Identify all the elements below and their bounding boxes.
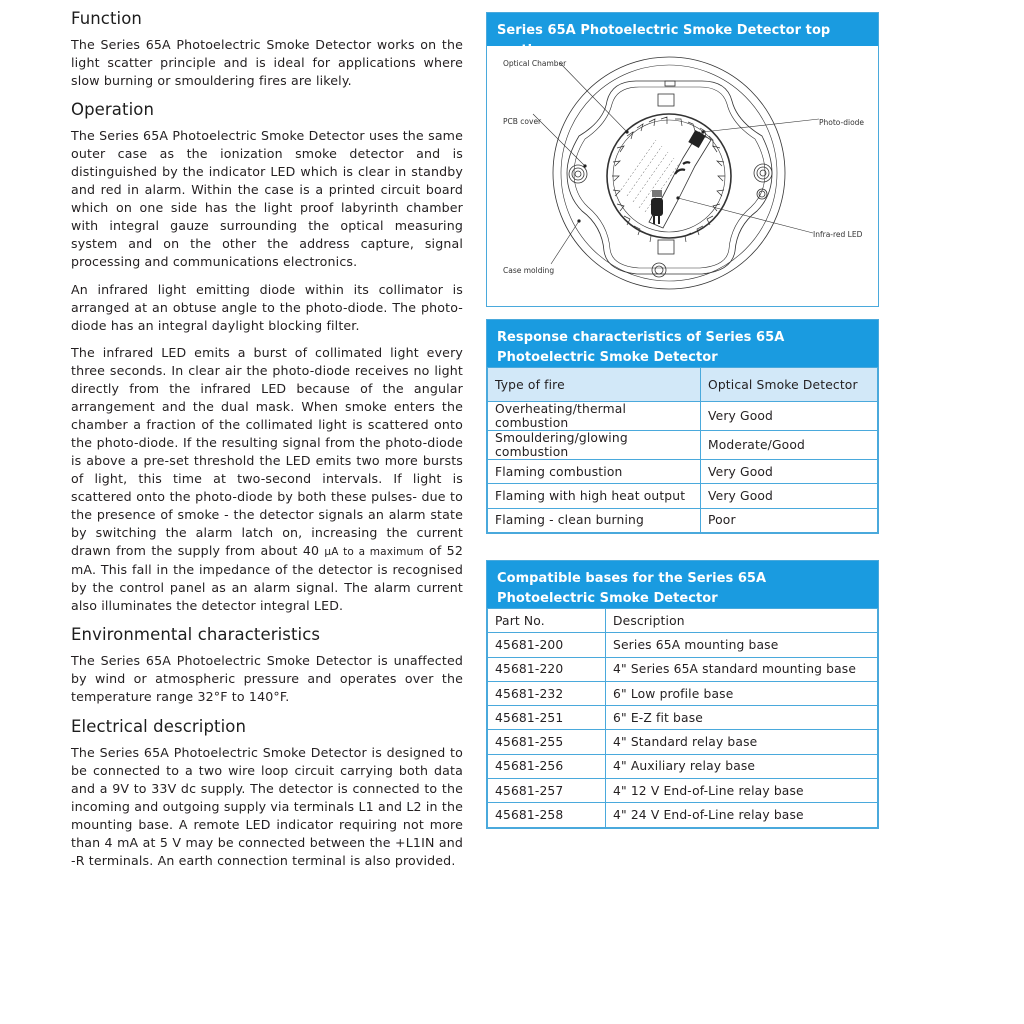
label-case-molding: Case molding xyxy=(503,266,555,275)
bases-table xyxy=(487,608,878,828)
description-cell: 4" Standard relay base xyxy=(606,730,878,754)
rating-cell: Very Good xyxy=(701,484,878,508)
diagram-panel xyxy=(486,12,879,307)
description-cell: 4" Series 65A standard mounting base xyxy=(606,657,878,681)
part-number-cell: 45681-256 xyxy=(488,754,606,778)
table-row xyxy=(488,484,878,508)
part-number-cell: 45681-200 xyxy=(488,633,606,657)
fire-type-cell: Smouldering/glowing combustion xyxy=(488,431,701,460)
header-description: Description xyxy=(606,609,878,633)
description-cell: 6" Low profile base xyxy=(606,681,878,705)
description-cell: 4" Auxiliary relay base xyxy=(606,754,878,778)
part-number-cell: 45681-258 xyxy=(488,803,606,827)
fire-type-cell: Flaming - clean burning xyxy=(488,508,701,532)
table-row xyxy=(488,508,878,532)
response-table-title: Response characteristics of Series 65A Photoelectric Smoke Detector xyxy=(487,320,878,367)
left-column xyxy=(71,8,463,879)
part-number-cell: 45681-251 xyxy=(488,706,606,730)
electrical-paragraph: The Series 65A Photoelectric Smoke Detector is designed to be connected to a two wire loop circuit carrying both data and a 9V to 33V dc supply. The detector is connected to the incoming and outgoing supply via terminals L1 and L2 in the mounting base. A remote LED indicator requiring not more than 4 mA at 5 V may be connected between the +L1IN and -R terminals. An earth connection terminal is also provided. xyxy=(71,744,463,868)
table-header-row xyxy=(488,368,878,402)
table-row xyxy=(488,730,878,754)
description-cell: 4" 24 V End-of-Line relay base xyxy=(606,803,878,827)
table-row xyxy=(488,706,878,730)
rating-cell: Very Good xyxy=(701,402,878,431)
part-number-cell: 45681-255 xyxy=(488,730,606,754)
rating-cell: Moderate/Good xyxy=(701,431,878,460)
table-row xyxy=(488,754,878,778)
label-photo-diode: Photo-diode xyxy=(819,118,865,127)
label-optical-chamber: Optical Chamber xyxy=(503,59,567,68)
operation-paragraph-3-unit: µA to a maximum xyxy=(324,546,424,559)
table-row xyxy=(488,681,878,705)
table-row xyxy=(488,657,878,681)
environmental-paragraph: The Series 65A Photoelectric Smoke Detector is unaffected by wind or atmospheric pressure and operates over the temperature range 32°F to 140°F. xyxy=(71,653,463,705)
label-infra-red-led: Infra-red LED xyxy=(813,230,863,239)
table-row xyxy=(488,779,878,803)
table-row xyxy=(488,402,878,431)
header-part-no: Part No. xyxy=(488,609,606,633)
heading-function: Function xyxy=(71,9,142,28)
response-characteristics-panel xyxy=(486,319,879,534)
table-row xyxy=(488,633,878,657)
description-cell: 4" 12 V End-of-Line relay base xyxy=(606,779,878,803)
heading-operation: Operation xyxy=(71,100,155,120)
table-header-row xyxy=(488,609,878,633)
bases-table-title: Compatible bases for the Series 65A Photoelectric Smoke Detector xyxy=(487,561,878,608)
operation-paragraph-2: An infrared light emitting diode within its collimator is arranged at an obtuse angle to the photo-diode. The photo-diode has an integral daylight blocking filter. xyxy=(71,281,463,333)
operation-paragraph-3 xyxy=(71,344,463,616)
fire-type-cell: Flaming with high heat output xyxy=(488,484,701,508)
operation-paragraph-3-a: The infrared LED emits a burst of collimated light every three seconds. In clear air the photo-diode receives no light directly from the infrared LED because of the angular arrangement and the dual mask. When smoke enters the chamber a fraction of the collimated light is scattered onto the photo-diode. If the resulting signal from the photo-diode is above a pre-set threshold the LED emits two more bursts of light, this time at two-second intervals. If light is scattered onto the photo-diode by both these pulses- due to the presence of smoke - the detector signals an alarm state by switching the alarm latch on, increasing the current drawn from the supply from about 40 xyxy=(71,344,463,559)
response-table xyxy=(487,367,878,533)
function-paragraph: The Series 65A Photoelectric Smoke Detector works on the light scatter principle and is ideal for applications where slow burning or smouldering fires are likely. xyxy=(71,37,463,89)
heading-environmental: Environmental characteristics xyxy=(71,625,321,645)
operation-paragraph-3-b: of 52 mA. This fall in the impedance of the detector is recognised by the control panel as an alarm signal. The alarm current also illuminates the detector integral LED. xyxy=(71,543,463,614)
description-cell: Series 65A mounting base xyxy=(606,633,878,657)
header-optical-smoke-detector: Optical Smoke Detector xyxy=(701,368,878,402)
operation-paragraph-1: The Series 65A Photoelectric Smoke Detector uses the same outer case as the ionization smoke detector and is distinguished by the indicator LED which is clear in standby and red in alarm. Within the case is a printed circuit board which on one side has the light proof labyrinth chamber with integral gauze surrounding the optical measuring system and on the other the address capture, signal processing and communications electronics. xyxy=(71,128,463,270)
rating-cell: Poor xyxy=(701,508,878,532)
header-type-of-fire: Type of fire xyxy=(488,368,701,402)
table-row xyxy=(488,803,878,827)
part-number-cell: 45681-220 xyxy=(488,657,606,681)
rating-cell: Very Good xyxy=(701,460,878,484)
compatible-bases-panel xyxy=(486,560,879,829)
detector-diagram xyxy=(487,46,878,305)
table-row xyxy=(488,460,878,484)
diagram-title: Series 65A Photoelectric Smoke Detector top section xyxy=(487,13,878,46)
fire-type-cell: Flaming combustion xyxy=(488,460,701,484)
heading-electrical: Electrical description xyxy=(71,716,247,736)
description-cell: 6" E-Z fit base xyxy=(606,706,878,730)
fire-type-cell: Overheating/thermal combustion xyxy=(488,402,701,431)
part-number-cell: 45681-232 xyxy=(488,681,606,705)
label-pcb-cover: PCB cover xyxy=(503,117,542,126)
part-number-cell: 45681-257 xyxy=(488,779,606,803)
table-row xyxy=(488,431,878,460)
